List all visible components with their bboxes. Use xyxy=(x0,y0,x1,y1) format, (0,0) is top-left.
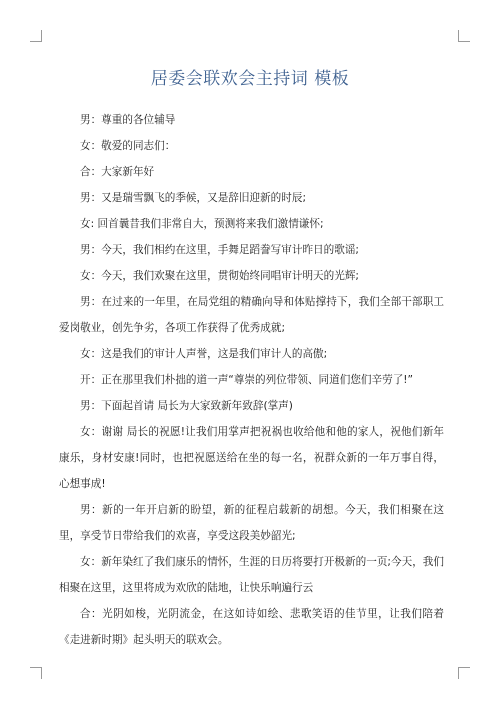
paragraph: 男：今天，我们相约在这里，手舞足蹈誊写审计昨日的歌谣; xyxy=(80,244,360,256)
paragraph: 男：尊重的各位辅导 xyxy=(80,114,176,126)
corner-mark-bottom-right xyxy=(458,667,470,679)
paragraph: 男：新的一年开启新的盼望，新的征程启载新的胡想。今天，我们相聚在这里，享受节日带给我们的欢喜，享受这段美妙韶光; xyxy=(59,504,444,542)
paragraph: 男：在过来的一年里，在局党组的精确向导和体贴撑持下，我们全部干部职工爱岗敬业，创先争劣，各项工作获得了优秀成就; xyxy=(59,296,444,334)
paragraph: 男：又是瑞雪飘飞的季候，又是辞旧迎新的时辰; xyxy=(80,192,307,204)
corner-mark-top-left xyxy=(30,30,42,42)
document-body xyxy=(59,107,444,653)
paragraph: 合：大家新年好 xyxy=(80,166,155,178)
paragraph: 女：谢谢 局长的祝愿!让我们用掌声把祝祸也收给他和他的家人，祝他们新年康乐，身材安康!同时，也把祝愿送给在坐的每一名，祝群众新的一年万事自得，心想事成! xyxy=(59,426,444,490)
paragraph: 男：下面起首请 局长为大家致新年致辞(掌声) xyxy=(80,400,293,412)
corner-mark-bottom-left xyxy=(30,667,42,679)
paragraph: 女：新年染红了我们康乐的情怀，生涯的日历将要打开极新的一页;今天，我们相聚在这里，这里将成为欢欣的陆地，让快乐响遍行云 xyxy=(59,556,444,594)
paragraph: 女：今天，我们欢聚在这里，贯彻始终同唱审计明天的光辉; xyxy=(80,270,360,282)
document-title: 居委会联欢会主持词 模板 xyxy=(150,69,350,89)
paragraph: 女: 回首曩昔我们非常自大，预测将来我们激情谦怀; xyxy=(80,218,324,230)
paragraph: 女：这是我们的审计人声誉，这是我们审计人的高傲; xyxy=(80,348,328,360)
paragraph: 合：光阴如梭，光阴流金，在这如诗如绘、悲歌笑语的佳节里，让我们陪着《走进新时期》起头明天的联欢会。 xyxy=(59,608,444,646)
paragraph: 女：敬爱的同志们： xyxy=(80,140,176,152)
corner-mark-top-right xyxy=(458,30,470,42)
paragraph: 开：正在那里我们朴拙的道一声“尊崇的列位带领、同道们您们辛劳了!” xyxy=(80,374,414,386)
